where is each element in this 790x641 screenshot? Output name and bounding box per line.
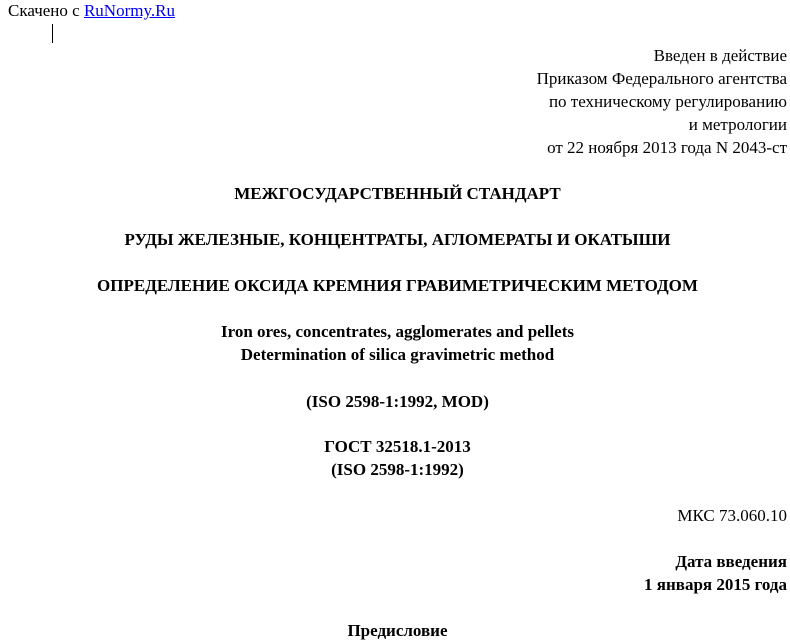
iso-mod-reference: (ISO 2598-1:1992, MOD) bbox=[306, 392, 489, 411]
iso-reference: (ISO 2598-1:1992) bbox=[331, 460, 464, 479]
text-caret bbox=[52, 24, 53, 43]
title-en-line-1: Iron ores, concentrates, agglomerates and pellets bbox=[220, 322, 574, 341]
mks-code: МКС 73.060.10 bbox=[677, 506, 787, 525]
download-prefix: Скачено с bbox=[8, 1, 80, 20]
introduction-date: 1 января 2015 года bbox=[644, 575, 787, 594]
gost-number: ГОСТ 32518.1-2013 bbox=[324, 437, 471, 456]
introduction-label: Дата введения bbox=[675, 552, 787, 571]
standard-type: МЕЖГОСУДАРСТВЕННЫЙ СТАНДАРТ bbox=[234, 184, 561, 203]
download-source bbox=[8, 1, 175, 21]
title-ru-line-2: ОПРЕДЕЛЕНИЕ ОКСИДА КРЕМНИЯ ГРАВИМЕТРИЧЕСКИМ МЕТОДОМ bbox=[97, 276, 698, 295]
title-en-line-2: Determination of silica gravimetric method bbox=[240, 345, 555, 364]
enactment-line: по техническому регулированию bbox=[548, 92, 787, 111]
enactment-line: Приказом Федерального агентства bbox=[536, 69, 787, 88]
foreword-heading: Предисловие bbox=[347, 621, 448, 640]
title-ru-line-1: РУДЫ ЖЕЛЕЗНЫЕ, КОНЦЕНТРАТЫ, АГЛОМЕРАТЫ И ОКАТЫШИ bbox=[124, 230, 671, 249]
enactment-line: от 22 ноября 2013 года N 2043-ст bbox=[547, 138, 787, 157]
enactment-line: Введен в действие bbox=[653, 46, 787, 65]
runormy-link[interactable]: RuNormy.Ru bbox=[83, 1, 175, 20]
enactment-line: и метрологии bbox=[688, 115, 787, 134]
